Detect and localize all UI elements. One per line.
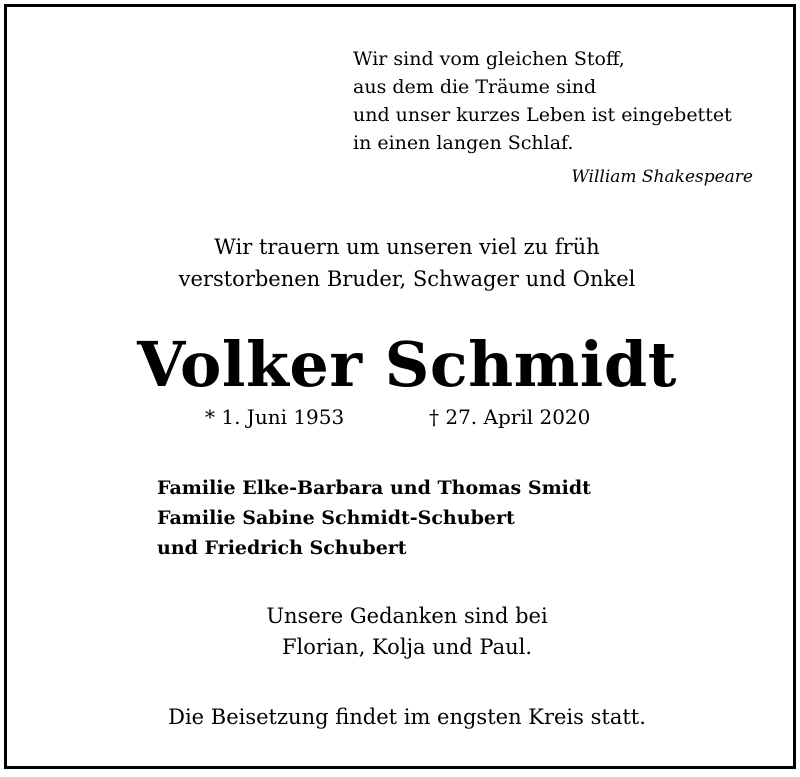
quote-line: Wir sind vom gleichen Stoff, xyxy=(353,48,625,70)
obituary-notice xyxy=(4,4,796,769)
announcement-line: verstorbenen Bruder, Schwager und Onkel xyxy=(178,267,636,291)
deceased-name: Volker Schmidt xyxy=(137,328,677,401)
family-line: Familie Sabine Schmidt-Schubert xyxy=(157,507,515,529)
funeral-note: Die Beisetzung findet im engsten Kreis statt. xyxy=(168,705,646,729)
family-line: und Friedrich Schubert xyxy=(157,537,407,559)
thoughts-line: Florian, Kolja und Paul. xyxy=(281,635,533,659)
thoughts-line: Unsere Gedanken sind bei xyxy=(266,604,548,628)
quote-author: William Shakespeare xyxy=(571,167,753,187)
mourning-announcement xyxy=(7,231,800,295)
thoughts-block xyxy=(7,601,800,663)
announcement-line: Wir trauern um unseren viel zu früh xyxy=(214,235,600,259)
quote-line: und unser kurzes Leben ist eingebettet xyxy=(353,104,732,126)
quote-line: aus dem die Träume sind xyxy=(353,76,597,98)
quote-line: in einen langen Schlaf. xyxy=(353,132,574,154)
mourning-families xyxy=(157,473,591,563)
quote-block xyxy=(353,45,773,157)
birth-date: * 1. Juni 1953 xyxy=(205,405,345,429)
family-line: Familie Elke-Barbara und Thomas Smidt xyxy=(157,477,591,499)
death-date: † 27. April 2020 xyxy=(429,405,591,429)
